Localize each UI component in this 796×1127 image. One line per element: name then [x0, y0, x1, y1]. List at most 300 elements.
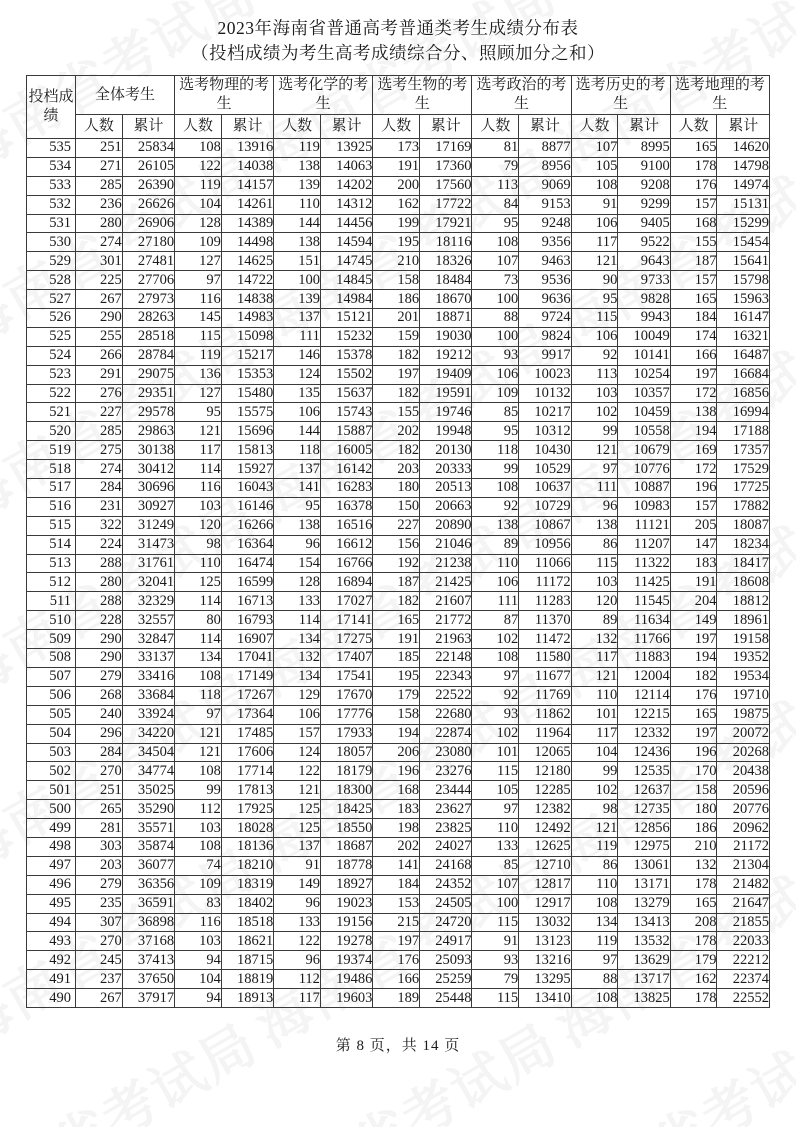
cell-count: 101: [571, 705, 618, 724]
cell-count: 74: [175, 856, 222, 875]
cell-count: 231: [75, 497, 122, 516]
cell-count: 159: [373, 327, 420, 346]
cell-count: 108: [571, 894, 618, 913]
cell-count: 267: [75, 989, 122, 1008]
cell-cumulative: 36898: [122, 913, 174, 932]
cell-count: 102: [472, 630, 519, 649]
cell-count: 195: [373, 667, 420, 686]
cell-count: 251: [75, 139, 122, 158]
cell-count: 157: [670, 271, 717, 290]
cell-count: 122: [274, 932, 321, 951]
cell-count: 290: [75, 309, 122, 328]
header-sub-2-count: 人数: [274, 115, 321, 139]
cell-cumulative: 20072: [717, 724, 770, 743]
cell-cumulative: 16713: [221, 592, 273, 611]
cell-count: 93: [472, 346, 519, 365]
cell-score: 521: [27, 403, 76, 422]
header-sub-3-count: 人数: [373, 115, 420, 139]
cell-count: 112: [175, 800, 222, 819]
cell-score: 514: [27, 535, 76, 554]
cell-score: 524: [27, 346, 76, 365]
cell-cumulative: 23276: [420, 762, 472, 781]
cell-count: 110: [571, 686, 618, 705]
cell-count: 182: [670, 667, 717, 686]
cell-count: 121: [571, 252, 618, 271]
cell-cumulative: 22343: [420, 667, 472, 686]
cell-count: 121: [571, 441, 618, 460]
cell-count: 281: [75, 819, 122, 838]
cell-count: 95: [274, 497, 321, 516]
cell-count: 119: [274, 139, 321, 158]
cell-cumulative: 16856: [717, 384, 770, 403]
cell-score: 513: [27, 554, 76, 573]
cell-cumulative: 11677: [519, 667, 571, 686]
cell-count: 180: [670, 800, 717, 819]
header-sub-1-cumulative: 累计: [221, 115, 273, 139]
cell-cumulative: 31761: [122, 554, 174, 573]
cell-count: 134: [274, 667, 321, 686]
table-row: [27, 252, 770, 271]
table-row: [27, 233, 770, 252]
cell-count: 137: [274, 309, 321, 328]
cell-count: 182: [373, 384, 420, 403]
cell-count: 153: [373, 894, 420, 913]
cell-count: 111: [472, 592, 519, 611]
cell-cumulative: 12735: [618, 800, 670, 819]
cell-cumulative: 17714: [221, 762, 273, 781]
table-row: [27, 554, 770, 573]
cell-cumulative: 12065: [519, 743, 571, 762]
cell-count: 251: [75, 781, 122, 800]
score-distribution-table: [26, 75, 770, 1008]
table-row: [27, 819, 770, 838]
cell-cumulative: 19023: [320, 894, 372, 913]
cell-count: 121: [175, 743, 222, 762]
cell-count: 108: [175, 762, 222, 781]
cell-cumulative: 12382: [519, 800, 571, 819]
cell-count: 97: [175, 705, 222, 724]
cell-cumulative: 18087: [717, 516, 770, 535]
cell-cumulative: 17725: [717, 479, 770, 498]
cell-score: 509: [27, 630, 76, 649]
table-row: [27, 384, 770, 403]
table-row: [27, 460, 770, 479]
cell-count: 170: [670, 762, 717, 781]
cell-cumulative: 34220: [122, 724, 174, 743]
cell-score: 532: [27, 195, 76, 214]
cell-count: 95: [472, 214, 519, 233]
cell-cumulative: 13916: [221, 139, 273, 158]
cell-count: 103: [175, 819, 222, 838]
cell-count: 88: [472, 309, 519, 328]
cell-cumulative: 14063: [320, 157, 372, 176]
cell-count: 117: [571, 724, 618, 743]
cell-count: 268: [75, 686, 122, 705]
cell-cumulative: 14798: [717, 157, 770, 176]
cell-cumulative: 11634: [618, 611, 670, 630]
cell-count: 92: [472, 686, 519, 705]
cell-count: 202: [373, 422, 420, 441]
cell-cumulative: 12975: [618, 837, 670, 856]
cell-count: 96: [274, 535, 321, 554]
cell-cumulative: 35290: [122, 800, 174, 819]
cell-cumulative: 15299: [717, 214, 770, 233]
cell-cumulative: 16142: [320, 460, 372, 479]
cell-cumulative: 16146: [221, 497, 273, 516]
cell-cumulative: 10254: [618, 365, 670, 384]
cell-score: 529: [27, 252, 76, 271]
header-sub-4-count: 人数: [472, 115, 519, 139]
cell-cumulative: 29578: [122, 403, 174, 422]
cell-cumulative: 14838: [221, 290, 273, 309]
cell-count: 94: [175, 989, 222, 1008]
cell-score: 535: [27, 139, 76, 158]
cell-cumulative: 15454: [717, 233, 770, 252]
cell-count: 197: [373, 932, 420, 951]
header-sub-0-count: 人数: [75, 115, 122, 139]
cell-cumulative: 21172: [717, 837, 770, 856]
cell-score: 497: [27, 856, 76, 875]
cell-cumulative: 25259: [420, 970, 472, 989]
cell-cumulative: 28518: [122, 327, 174, 346]
cell-cumulative: 16378: [320, 497, 372, 516]
cell-count: 115: [472, 989, 519, 1008]
page-footer: 第 8 页，共 14 页: [335, 1037, 461, 1054]
header-group-5: 选考历史的考生: [571, 76, 670, 115]
cell-count: 147: [670, 535, 717, 554]
cell-cumulative: 18621: [221, 932, 273, 951]
cell-count: 118: [472, 441, 519, 460]
table-body: [27, 139, 770, 1008]
cell-cumulative: 25834: [122, 139, 174, 158]
cell-count: 102: [571, 403, 618, 422]
cell-cumulative: 16005: [320, 441, 372, 460]
cell-cumulative: 19710: [717, 686, 770, 705]
cell-cumulative: 17360: [420, 157, 472, 176]
cell-cumulative: 15378: [320, 346, 372, 365]
title-block: [26, 0, 770, 66]
table-row: [27, 951, 770, 970]
cell-cumulative: 21772: [420, 611, 472, 630]
cell-score: 501: [27, 781, 76, 800]
cell-count: 121: [274, 781, 321, 800]
cell-cumulative: 18028: [221, 819, 273, 838]
cell-count: 180: [373, 479, 420, 498]
cell-cumulative: 16766: [320, 554, 372, 573]
cell-cumulative: 18210: [221, 856, 273, 875]
cell-cumulative: 13410: [519, 989, 571, 1008]
cell-count: 108: [175, 139, 222, 158]
cell-cumulative: 18687: [320, 837, 372, 856]
cell-count: 165: [670, 139, 717, 158]
cell-score: 508: [27, 649, 76, 668]
cell-count: 296: [75, 724, 122, 743]
cell-score: 522: [27, 384, 76, 403]
cell-cumulative: 17407: [320, 649, 372, 668]
cell-cumulative: 17813: [221, 781, 273, 800]
cell-cumulative: 17606: [221, 743, 273, 762]
cell-score: 510: [27, 611, 76, 630]
cell-cumulative: 11121: [618, 516, 670, 535]
cell-cumulative: 10357: [618, 384, 670, 403]
cell-count: 125: [274, 800, 321, 819]
cell-cumulative: 10776: [618, 460, 670, 479]
cell-cumulative: 14389: [221, 214, 273, 233]
cell-cumulative: 18116: [420, 233, 472, 252]
cell-count: 119: [175, 176, 222, 195]
cell-cumulative: 15575: [221, 403, 273, 422]
cell-cumulative: 9299: [618, 195, 670, 214]
header-group-3: 选考生物的考生: [373, 76, 472, 115]
cell-count: 80: [175, 611, 222, 630]
cell-cumulative: 10132: [519, 384, 571, 403]
cell-cumulative: 21607: [420, 592, 472, 611]
cell-count: 178: [670, 932, 717, 951]
cell-score: 523: [27, 365, 76, 384]
cell-cumulative: 16516: [320, 516, 372, 535]
cell-cumulative: 12917: [519, 894, 571, 913]
cell-cumulative: 16994: [717, 403, 770, 422]
table-row: [27, 762, 770, 781]
cell-count: 89: [571, 611, 618, 630]
cell-count: 122: [175, 157, 222, 176]
table-row: [27, 649, 770, 668]
cell-count: 103: [175, 932, 222, 951]
table-row: [27, 479, 770, 498]
cell-cumulative: 33137: [122, 649, 174, 668]
cell-count: 270: [75, 762, 122, 781]
cell-cumulative: 14983: [221, 309, 273, 328]
cell-cumulative: 10049: [618, 327, 670, 346]
cell-count: 115: [571, 554, 618, 573]
cell-count: 151: [274, 252, 321, 271]
cell-count: 116: [175, 913, 222, 932]
cell-cumulative: 12710: [519, 856, 571, 875]
cell-cumulative: 14722: [221, 271, 273, 290]
cell-count: 183: [670, 554, 717, 573]
cell-cumulative: 9828: [618, 290, 670, 309]
cell-count: 203: [373, 460, 420, 479]
cell-cumulative: 19603: [320, 989, 372, 1008]
cell-count: 237: [75, 970, 122, 989]
cell-cumulative: 19352: [717, 649, 770, 668]
cell-cumulative: 23080: [420, 743, 472, 762]
cell-count: 97: [175, 271, 222, 290]
cell-count: 168: [373, 781, 420, 800]
cell-count: 107: [472, 875, 519, 894]
cell-count: 155: [373, 403, 420, 422]
cell-cumulative: 14974: [717, 176, 770, 195]
cell-cumulative: 21425: [420, 573, 472, 592]
cell-cumulative: 37650: [122, 970, 174, 989]
cell-cumulative: 23627: [420, 800, 472, 819]
cell-count: 121: [175, 422, 222, 441]
cell-count: 114: [175, 592, 222, 611]
cell-cumulative: 11066: [519, 554, 571, 573]
cell-count: 280: [75, 573, 122, 592]
cell-count: 145: [175, 309, 222, 328]
cell-count: 227: [75, 403, 122, 422]
header-group-4: 选考政治的考生: [472, 76, 571, 115]
cell-cumulative: 18234: [717, 535, 770, 554]
cell-count: 141: [274, 479, 321, 498]
cell-count: 194: [373, 724, 420, 743]
cell-count: 101: [472, 743, 519, 762]
cell-cumulative: 9943: [618, 309, 670, 328]
cell-count: 124: [274, 365, 321, 384]
cell-count: 165: [670, 290, 717, 309]
cell-count: 165: [670, 705, 717, 724]
cell-cumulative: 13216: [519, 951, 571, 970]
cell-cumulative: 10956: [519, 535, 571, 554]
cell-cumulative: 9405: [618, 214, 670, 233]
cell-count: 102: [571, 781, 618, 800]
cell-count: 197: [373, 365, 420, 384]
cell-count: 98: [571, 800, 618, 819]
table-row: [27, 856, 770, 875]
cell-cumulative: 10558: [618, 422, 670, 441]
cell-count: 89: [472, 535, 519, 554]
cell-score: 531: [27, 214, 76, 233]
cell-score: 502: [27, 762, 76, 781]
cell-count: 110: [472, 554, 519, 573]
cell-cumulative: 9724: [519, 309, 571, 328]
header-sub-3-cumulative: 累计: [420, 115, 472, 139]
header-group-1: 选考物理的考生: [175, 76, 274, 115]
cell-count: 225: [75, 271, 122, 290]
cell-cumulative: 20663: [420, 497, 472, 516]
cell-count: 116: [175, 290, 222, 309]
cell-count: 114: [175, 630, 222, 649]
table-row: [27, 913, 770, 932]
cell-count: 182: [373, 592, 420, 611]
cell-count: 102: [472, 724, 519, 743]
table-row: [27, 195, 770, 214]
cell-cumulative: 31249: [122, 516, 174, 535]
cell-count: 138: [571, 516, 618, 535]
cell-cumulative: 10023: [519, 365, 571, 384]
header-group-0: 全体考生: [75, 76, 174, 115]
cell-count: 172: [670, 384, 717, 403]
cell-cumulative: 11370: [519, 611, 571, 630]
cell-count: 91: [571, 195, 618, 214]
cell-count: 116: [175, 479, 222, 498]
cell-count: 125: [274, 819, 321, 838]
cell-count: 98: [175, 535, 222, 554]
cell-count: 197: [670, 365, 717, 384]
cell-count: 107: [571, 139, 618, 158]
cell-cumulative: 10867: [519, 516, 571, 535]
cell-count: 129: [274, 686, 321, 705]
cell-count: 194: [670, 649, 717, 668]
cell-count: 158: [373, 271, 420, 290]
cell-count: 100: [472, 894, 519, 913]
cell-count: 120: [175, 516, 222, 535]
cell-count: 291: [75, 365, 122, 384]
cell-cumulative: 33684: [122, 686, 174, 705]
cell-cumulative: 12114: [618, 686, 670, 705]
cell-cumulative: 36356: [122, 875, 174, 894]
cell-count: 182: [373, 441, 420, 460]
cell-cumulative: 19746: [420, 403, 472, 422]
cell-cumulative: 32041: [122, 573, 174, 592]
cell-cumulative: 13925: [320, 139, 372, 158]
cell-count: 97: [472, 667, 519, 686]
cell-count: 201: [373, 309, 420, 328]
table-row: [27, 290, 770, 309]
cell-count: 284: [75, 479, 122, 498]
cell-cumulative: 34504: [122, 743, 174, 762]
cell-count: 138: [472, 516, 519, 535]
cell-cumulative: 18819: [221, 970, 273, 989]
cell-cumulative: 19486: [320, 970, 372, 989]
table-row: [27, 422, 770, 441]
cell-cumulative: 10983: [618, 497, 670, 516]
cell-cumulative: 16894: [320, 573, 372, 592]
cell-cumulative: 15637: [320, 384, 372, 403]
cell-count: 121: [175, 724, 222, 743]
cell-cumulative: 18871: [420, 309, 472, 328]
cell-cumulative: 9153: [519, 195, 571, 214]
cell-count: 138: [670, 403, 717, 422]
page-subtitle: （投档成绩为考生高考成绩综合分、照顾加分之和）: [191, 43, 605, 63]
cell-cumulative: 37917: [122, 989, 174, 1008]
cell-cumulative: 14745: [320, 252, 372, 271]
cell-score: 516: [27, 497, 76, 516]
cell-cumulative: 17041: [221, 649, 273, 668]
table-row: [27, 214, 770, 233]
cell-count: 84: [472, 195, 519, 214]
cell-count: 157: [274, 724, 321, 743]
cell-count: 112: [274, 970, 321, 989]
cell-count: 119: [571, 837, 618, 856]
cell-count: 97: [472, 800, 519, 819]
cell-count: 138: [274, 233, 321, 252]
cell-count: 128: [274, 573, 321, 592]
cell-cumulative: 26906: [122, 214, 174, 233]
header-group-2: 选考化学的考生: [274, 76, 373, 115]
cell-count: 203: [75, 856, 122, 875]
cell-cumulative: 37413: [122, 951, 174, 970]
cell-count: 134: [274, 630, 321, 649]
cell-cumulative: 27706: [122, 271, 174, 290]
cell-cumulative: 24168: [420, 856, 472, 875]
cell-cumulative: 13532: [618, 932, 670, 951]
cell-cumulative: 19158: [717, 630, 770, 649]
cell-count: 215: [373, 913, 420, 932]
cell-count: 133: [472, 837, 519, 856]
cell-count: 121: [571, 667, 618, 686]
cell-cumulative: 16147: [717, 309, 770, 328]
cell-cumulative: 33416: [122, 667, 174, 686]
table-row: [27, 403, 770, 422]
cell-cumulative: 16684: [717, 365, 770, 384]
cell-score: 506: [27, 686, 76, 705]
cell-count: 172: [670, 460, 717, 479]
cell-count: 132: [571, 630, 618, 649]
cell-count: 191: [373, 630, 420, 649]
table-header-sub-row: [27, 115, 770, 139]
cell-count: 240: [75, 705, 122, 724]
cell-count: 183: [373, 800, 420, 819]
cell-cumulative: 17722: [420, 195, 472, 214]
cell-cumulative: 20962: [717, 819, 770, 838]
cell-count: 204: [670, 592, 717, 611]
cell-score: 505: [27, 705, 76, 724]
cell-cumulative: 35025: [122, 781, 174, 800]
table-row: [27, 441, 770, 460]
cell-count: 168: [670, 214, 717, 233]
